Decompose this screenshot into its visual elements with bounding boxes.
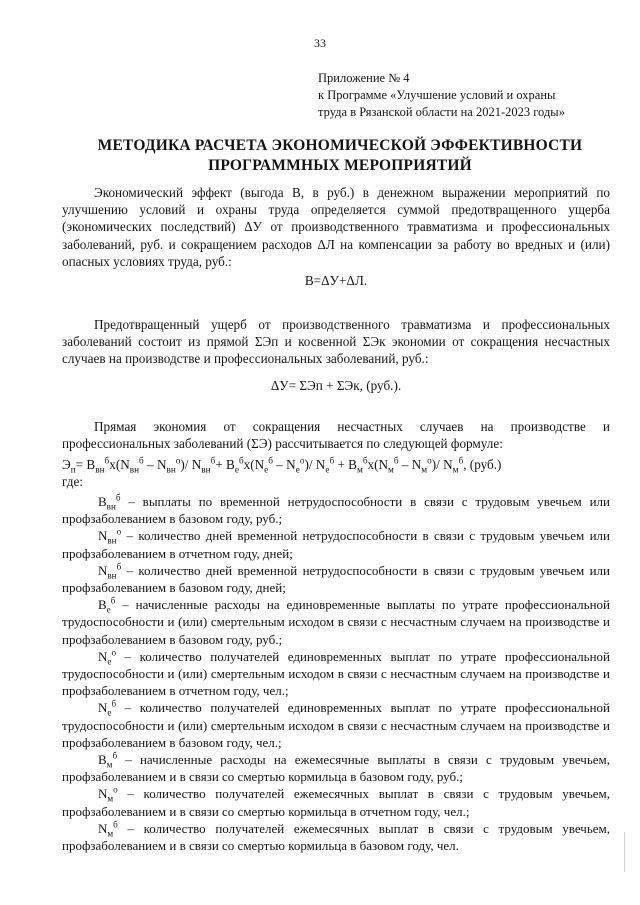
definition-text: – количество дней временной нетрудоспособности в связи с трудовым увечьем или профзаболеванием в базовом году, дней;	[62, 562, 610, 596]
definition-text: – количество получателей ежемесячных выплат в связи с трудовым увечьем, профзаболеванием и в связи со смертью кормильца в базовом году, чел.	[62, 820, 610, 854]
section-economic-effect	[62, 184, 610, 289]
definition-item: $N_м^б$ – количество получателей ежемесячных выплат в связи с трудовым увечьем, профзаболеванием и в связи со смертью кормильца в базовом году, чел.	[62, 819, 610, 854]
definition-symbol: N	[98, 528, 108, 544]
definition-text: – выплаты по временной нетрудоспособности в связи с трудовым увечьем или профзаболеванием в базовом году, руб.;	[62, 494, 610, 527]
definition-symbol: N	[98, 700, 108, 716]
definition-symbol: В	[98, 494, 107, 509]
definitions-list	[62, 493, 610, 854]
formula-damage: ΔУ= ΣЭп + ΣЭк, (руб.).	[270, 377, 402, 393]
paragraph-economic-effect: Экономический эффект (выгода В, в руб.) в денежном выражении мероприятий по улучшению условий и охраны труда определяется суммой предотвращенного ущерба (экономических последствий) ΔУ от производственного травматизма и профессиональных заболеваний, руб. и сокращением расходов ΔЛ на компенсации за работу во вредных и (или) опасных условиях труда, руб.:	[62, 185, 610, 269]
definition-text: – количество дней временной нетрудоспособности в связи с трудовым увечьем или профзаболеванием в отчетном году, дней;	[62, 528, 610, 561]
page-number: 33	[314, 36, 326, 50]
definition-item: $N_{вн}^о$ – количество дней временной нетрудоспособности в связи с трудовым увечьем или профзаболеванием в отчетном году, дней;	[62, 527, 610, 561]
definition-symbol: N	[98, 820, 108, 836]
section-direct-savings	[62, 418, 610, 452]
margin-mark	[624, 832, 631, 872]
appendix-line-2: к Программе «Улучшение условий и охраны	[318, 88, 556, 102]
definition-symbol: В	[98, 597, 107, 613]
definition-item: $В_е^б$ – начисленные расходы на единовременные выплаты по утрате профессиональной трудоспособности и (или) смертельным исходом в связи с несчастным случаем на производстве и профзаболеванием в базовом году, руб.;	[62, 595, 610, 647]
appendix-line-1: Приложение № 4	[318, 71, 410, 85]
appendix-header	[318, 70, 618, 121]
definition-item: $В_м^б$ – начисленные расходы на ежемесячные выплаты в связи с трудовым увечьем, профзаболеванием и в связи со смертью кормильца в базовом году, руб.;	[62, 750, 610, 785]
section-prevented-damage	[62, 316, 610, 394]
where-label: где:	[62, 474, 83, 489]
appendix-line-3: труда в Рязанской области на 2021-2023 годы»	[318, 105, 565, 119]
title-line-1: МЕТОДИКА РАСЧЕТА ЭКОНОМИЧЕСКОЙ ЭФФЕКТИВНОСТИ	[97, 137, 583, 154]
formula-direct-savings: $Э_п= В_{вн}^бx(N_{вн}^б - N_{вн}^о)/$ $N_{вн}^б+ В_е^бx(N_е^б - N_е^о)/$ $N_е^б + В_м^бx(N_м^б - N_м^о)/$ $N_м^б$, (руб.) где:	[62, 456, 610, 490]
document-title	[60, 136, 620, 176]
definition-item: $N_{вн}^б$ – количество дней временной нетрудоспособности в связи с трудовым увечьем или профзаболеванием в базовом году, дней;	[62, 561, 610, 596]
definition-item: $N_е^б$ – количество получателей единовременных выплат по утрате профессиональной трудоспособности и (или) смертельным исходом в связи с несчастным случаем на производстве и профзаболеванием в базовом году, чел.;	[62, 699, 610, 750]
definition-item: $N_е^о$ – количество получателей единовременных выплат по утрате профессиональной трудоспособности и (или) смертельным исходом в связи с несчастным случаем на производстве и профзаболеванием в отчетном году, чел.;	[62, 647, 610, 699]
definition-symbol: N	[98, 648, 108, 664]
definition-item: $В_{вн}^б$ – выплаты по временной нетрудоспособности в связи с трудовым увечьем или профзаболеванием в базовом году, руб.;	[62, 492, 610, 527]
paragraph-direct-savings: Прямая экономия от сокращения несчастных случаев на производстве и профессиональных заболеваний (ΣЭ) рассчитывается по следующей формуле:	[62, 419, 610, 452]
definition-text: – начисленные расходы на единовременные выплаты по утрате профессиональной трудоспособности и (или) смертельным исходом в связи с несчастным случаем на производстве и профзаболеванием в базовом году, руб.;	[62, 597, 610, 647]
definition-text: – количество получателей единовременных выплат по утрате профессиональной трудоспособности и (или) смертельным исходом в связи с несчастным случаем на производстве и профзаболеванием в базовом году, чел.;	[62, 700, 610, 750]
definition-text: – количество получателей ежемесячных выплат в связи с трудовым увечьем, профзаболеванием и в связи со смертью кормильца в отчетном году, чел.;	[62, 786, 610, 819]
definition-symbol: N	[98, 562, 108, 578]
definition-text: – количество получателей единовременных выплат по утрате профессиональной трудоспособности и (или) смертельным исходом в связи с несчастным случаем на производстве и профзаболеванием в отчетном году, чел.;	[62, 648, 610, 699]
definition-symbol: N	[98, 786, 108, 802]
title-line-2: ПРОГРАММНЫХ МЕРОПРИЯТИЙ	[208, 157, 472, 174]
definition-text: – начисленные расходы на ежемесячные выплаты в связи с трудовым увечьем, профзаболеванием и в связи со смертью кормильца в базовом году, руб.;	[62, 752, 610, 785]
formula-benefit: В=ΔУ+ΔЛ.	[304, 273, 368, 289]
paragraph-prevented-damage: Предотвращенный ущерб от производственного травматизма и профессиональных заболеваний состоит из прямой ΣЭп и косвенной ΣЭк экономии от сокращения несчастных случаев на производстве и профессиональных заболеваний, руб.:	[62, 317, 610, 367]
definition-symbol: В	[98, 752, 107, 768]
definition-item: $N_м^о$ – количество получателей ежемесячных выплат в связи с трудовым увечьем, профзаболеванием и в связи со смертью кормильца в отчетном году, чел.;	[62, 785, 610, 819]
